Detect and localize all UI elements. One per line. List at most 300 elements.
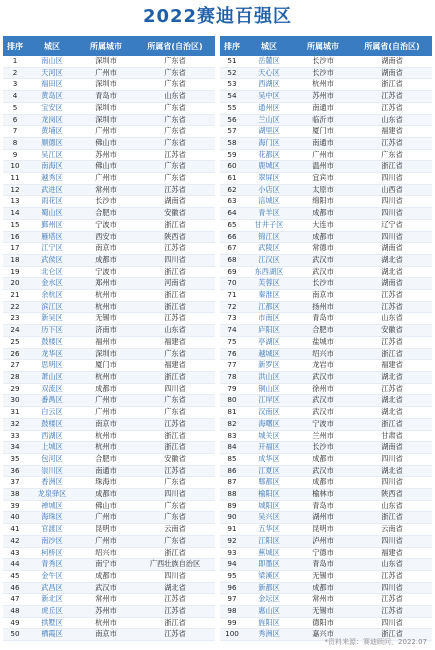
district-cell: 锦江区 bbox=[244, 231, 294, 243]
district-cell: 上城区 bbox=[27, 442, 77, 454]
city-cell: 绍兴市 bbox=[294, 348, 352, 360]
rank-cell: 25 bbox=[3, 336, 27, 348]
district-cell: 梁溪区 bbox=[244, 570, 294, 582]
rank-cell: 15 bbox=[3, 219, 27, 231]
rank-cell: 18 bbox=[3, 254, 27, 266]
province-cell: 江苏省 bbox=[135, 594, 215, 606]
rank-cell: 28 bbox=[3, 371, 27, 383]
city-cell: 武汉市 bbox=[294, 266, 352, 278]
header-province: 所属省(自治区) bbox=[135, 36, 215, 56]
table-row bbox=[220, 524, 432, 536]
rank-cell: 81 bbox=[220, 407, 244, 419]
rank-cell: 24 bbox=[3, 325, 27, 337]
rank-cell: 62 bbox=[220, 184, 244, 196]
rank-cell: 47 bbox=[3, 594, 27, 606]
table-row bbox=[3, 243, 215, 255]
province-cell: 浙江省 bbox=[135, 266, 215, 278]
province-cell: 四川省 bbox=[352, 535, 432, 547]
rank-cell: 9 bbox=[3, 149, 27, 161]
province-cell: 广东省 bbox=[135, 477, 215, 489]
province-cell: 江苏省 bbox=[352, 383, 432, 395]
rank-cell: 100 bbox=[220, 629, 244, 641]
rank-cell: 3 bbox=[3, 79, 27, 91]
province-cell: 湖北省 bbox=[135, 582, 215, 594]
ranking-table-right bbox=[220, 36, 432, 641]
district-cell: 思明区 bbox=[27, 360, 77, 372]
city-cell: 福州市 bbox=[77, 336, 135, 348]
rank-cell: 55 bbox=[220, 102, 244, 114]
header-district: 城区 bbox=[27, 36, 77, 56]
rank-cell: 70 bbox=[220, 278, 244, 290]
district-cell: 西湖区 bbox=[244, 79, 294, 91]
table-row bbox=[220, 56, 432, 67]
city-cell: 南通市 bbox=[294, 137, 352, 149]
table-row bbox=[3, 91, 215, 103]
table-row bbox=[3, 161, 215, 173]
rank-cell: 93 bbox=[220, 547, 244, 559]
district-cell: 旌阳区 bbox=[244, 617, 294, 629]
table-row bbox=[220, 91, 432, 103]
district-cell: 滨江区 bbox=[27, 301, 77, 313]
city-cell: 昆明市 bbox=[77, 524, 135, 536]
province-cell: 山东省 bbox=[352, 313, 432, 325]
table-row bbox=[220, 278, 432, 290]
province-cell: 四川省 bbox=[352, 477, 432, 489]
district-cell: 小店区 bbox=[244, 184, 294, 196]
table-row bbox=[3, 196, 215, 208]
table-row bbox=[220, 594, 432, 606]
city-cell: 武汉市 bbox=[294, 465, 352, 477]
district-cell: 北仑区 bbox=[27, 266, 77, 278]
header-rank: 排序 bbox=[3, 36, 27, 56]
district-cell: 天心区 bbox=[244, 67, 294, 79]
district-cell: 双流区 bbox=[27, 383, 77, 395]
district-cell: 吴兴区 bbox=[244, 512, 294, 524]
district-cell: 崇川区 bbox=[27, 465, 77, 477]
table-row bbox=[3, 325, 215, 337]
table-row bbox=[220, 219, 432, 231]
rank-cell: 65 bbox=[220, 219, 244, 231]
rank-cell: 86 bbox=[220, 465, 244, 477]
province-cell: 安徽省 bbox=[135, 208, 215, 220]
city-cell: 榆林市 bbox=[294, 489, 352, 501]
rank-cell: 42 bbox=[3, 535, 27, 547]
city-cell: 龙岩市 bbox=[294, 360, 352, 372]
table-row bbox=[220, 606, 432, 618]
rank-cell: 11 bbox=[3, 173, 27, 185]
header-province: 所属省(自治区) bbox=[352, 36, 432, 56]
district-cell: 白云区 bbox=[27, 407, 77, 419]
rank-cell: 58 bbox=[220, 137, 244, 149]
rank-cell: 16 bbox=[3, 231, 27, 243]
table-row bbox=[3, 219, 215, 231]
province-cell: 甘肃省 bbox=[352, 430, 432, 442]
rank-cell: 41 bbox=[3, 524, 27, 536]
table-row bbox=[220, 67, 432, 79]
province-cell: 浙江省 bbox=[135, 617, 215, 629]
district-cell: 南山区 bbox=[27, 56, 77, 67]
rank-cell: 12 bbox=[3, 184, 27, 196]
district-cell: 汉南区 bbox=[244, 407, 294, 419]
district-cell: 南沙区 bbox=[27, 535, 77, 547]
province-cell: 广东省 bbox=[135, 500, 215, 512]
district-cell: 龙华区 bbox=[27, 348, 77, 360]
city-cell: 武汉市 bbox=[294, 254, 352, 266]
rank-cell: 35 bbox=[3, 453, 27, 465]
district-cell: 江宁区 bbox=[27, 243, 77, 255]
rank-cell: 45 bbox=[3, 570, 27, 582]
rank-cell: 57 bbox=[220, 126, 244, 138]
rank-cell: 2 bbox=[3, 67, 27, 79]
city-cell: 太原市 bbox=[294, 184, 352, 196]
table-row bbox=[220, 430, 432, 442]
district-cell: 金水区 bbox=[27, 278, 77, 290]
rank-cell: 59 bbox=[220, 149, 244, 161]
rank-cell: 20 bbox=[3, 278, 27, 290]
rank-cell: 78 bbox=[220, 371, 244, 383]
province-cell: 湖北省 bbox=[352, 371, 432, 383]
city-cell: 青岛市 bbox=[294, 500, 352, 512]
table-row bbox=[3, 301, 215, 313]
province-cell: 浙江省 bbox=[352, 512, 432, 524]
province-cell: 浙江省 bbox=[135, 442, 215, 454]
table-row bbox=[220, 184, 432, 196]
city-cell: 南京市 bbox=[77, 418, 135, 430]
province-cell: 四川省 bbox=[135, 489, 215, 501]
province-cell: 湖北省 bbox=[352, 407, 432, 419]
table-row bbox=[3, 465, 215, 477]
district-cell: 江都区 bbox=[244, 301, 294, 313]
rank-cell: 26 bbox=[3, 348, 27, 360]
table-row bbox=[220, 570, 432, 582]
district-cell: 武陵区 bbox=[244, 243, 294, 255]
city-cell: 珠海市 bbox=[77, 477, 135, 489]
table-row bbox=[3, 442, 215, 454]
city-cell: 无锡市 bbox=[294, 570, 352, 582]
province-cell: 浙江省 bbox=[135, 301, 215, 313]
province-cell: 湖北省 bbox=[352, 266, 432, 278]
district-cell: 市南区 bbox=[244, 313, 294, 325]
table-row bbox=[220, 617, 432, 629]
table-row bbox=[220, 407, 432, 419]
city-cell: 宁波市 bbox=[294, 418, 352, 430]
province-cell: 云南省 bbox=[352, 524, 432, 536]
district-cell: 江阳区 bbox=[244, 535, 294, 547]
district-cell: 五华区 bbox=[244, 524, 294, 536]
rank-cell: 22 bbox=[3, 301, 27, 313]
province-cell: 四川省 bbox=[352, 453, 432, 465]
city-cell: 杭州市 bbox=[77, 430, 135, 442]
district-cell: 青羊区 bbox=[244, 208, 294, 220]
table-row bbox=[3, 137, 215, 149]
district-cell: 新都区 bbox=[244, 582, 294, 594]
table-row bbox=[220, 161, 432, 173]
province-cell: 浙江省 bbox=[352, 348, 432, 360]
city-cell: 武汉市 bbox=[77, 582, 135, 594]
city-cell: 武汉市 bbox=[294, 407, 352, 419]
province-cell: 广东省 bbox=[135, 137, 215, 149]
province-cell: 江苏省 bbox=[135, 243, 215, 255]
city-cell: 郑州市 bbox=[77, 278, 135, 290]
district-cell: 宝安区 bbox=[27, 102, 77, 114]
city-cell: 宁德市 bbox=[294, 547, 352, 559]
table-row bbox=[3, 489, 215, 501]
district-cell: 青秀区 bbox=[27, 559, 77, 571]
rank-cell: 75 bbox=[220, 336, 244, 348]
city-cell: 合肥市 bbox=[77, 208, 135, 220]
rank-cell: 96 bbox=[220, 582, 244, 594]
city-cell: 广州市 bbox=[294, 149, 352, 161]
city-cell: 宁波市 bbox=[77, 219, 135, 231]
city-cell: 无锡市 bbox=[77, 313, 135, 325]
province-cell: 福建省 bbox=[135, 360, 215, 372]
district-cell: 蜀山区 bbox=[27, 208, 77, 220]
district-cell: 城阳区 bbox=[244, 500, 294, 512]
rank-cell: 56 bbox=[220, 114, 244, 126]
table-row bbox=[220, 290, 432, 302]
province-cell: 陕西省 bbox=[135, 231, 215, 243]
district-cell: 福田区 bbox=[27, 79, 77, 91]
city-cell: 深圳市 bbox=[77, 56, 135, 67]
city-cell: 青岛市 bbox=[294, 313, 352, 325]
city-cell: 厦门市 bbox=[294, 126, 352, 138]
district-cell: 新罗区 bbox=[244, 360, 294, 372]
city-cell: 兰州市 bbox=[294, 430, 352, 442]
province-cell: 山东省 bbox=[135, 325, 215, 337]
rank-cell: 77 bbox=[220, 360, 244, 372]
city-cell: 青岛市 bbox=[294, 559, 352, 571]
province-cell: 山东省 bbox=[352, 114, 432, 126]
table-row bbox=[220, 149, 432, 161]
district-cell: 甘井子区 bbox=[244, 219, 294, 231]
table-row bbox=[220, 418, 432, 430]
ranking-table-left bbox=[3, 36, 215, 641]
table-row bbox=[3, 313, 215, 325]
province-cell: 河南省 bbox=[135, 278, 215, 290]
city-cell: 厦门市 bbox=[77, 360, 135, 372]
district-cell: 武侯区 bbox=[27, 254, 77, 266]
city-cell: 佛山市 bbox=[77, 500, 135, 512]
district-cell: 海曙区 bbox=[244, 418, 294, 430]
district-cell: 开福区 bbox=[244, 442, 294, 454]
province-cell: 浙江省 bbox=[352, 161, 432, 173]
province-cell: 湖南省 bbox=[352, 67, 432, 79]
province-cell: 江苏省 bbox=[135, 149, 215, 161]
rank-cell: 46 bbox=[3, 582, 27, 594]
province-cell: 湖南省 bbox=[352, 278, 432, 290]
rank-cell: 34 bbox=[3, 442, 27, 454]
district-cell: 即墨区 bbox=[244, 559, 294, 571]
district-cell: 秀洲区 bbox=[244, 629, 294, 641]
district-cell: 鹿城区 bbox=[244, 161, 294, 173]
table-row bbox=[220, 395, 432, 407]
table-row bbox=[3, 336, 215, 348]
rank-cell: 84 bbox=[220, 442, 244, 454]
province-cell: 山西省 bbox=[352, 184, 432, 196]
province-cell: 广东省 bbox=[135, 512, 215, 524]
rank-cell: 43 bbox=[3, 547, 27, 559]
city-cell: 武汉市 bbox=[294, 371, 352, 383]
rank-cell: 19 bbox=[3, 266, 27, 278]
province-cell: 浙江省 bbox=[352, 79, 432, 91]
province-cell: 四川省 bbox=[135, 383, 215, 395]
province-cell: 陕西省 bbox=[352, 489, 432, 501]
province-cell: 广东省 bbox=[135, 79, 215, 91]
table-row bbox=[3, 559, 215, 571]
city-cell: 盐城市 bbox=[294, 336, 352, 348]
district-cell: 金坛区 bbox=[244, 594, 294, 606]
city-cell: 苏州市 bbox=[77, 149, 135, 161]
rank-cell: 8 bbox=[3, 137, 27, 149]
rank-cell: 53 bbox=[220, 79, 244, 91]
city-cell: 常德市 bbox=[294, 243, 352, 255]
district-cell: 铜山区 bbox=[244, 383, 294, 395]
province-cell: 四川省 bbox=[352, 196, 432, 208]
table-row bbox=[3, 524, 215, 536]
table-row bbox=[3, 383, 215, 395]
table-row bbox=[220, 137, 432, 149]
district-cell: 雁塔区 bbox=[27, 231, 77, 243]
rank-cell: 71 bbox=[220, 290, 244, 302]
district-cell: 秦淮区 bbox=[244, 290, 294, 302]
table-row bbox=[3, 67, 215, 79]
table-row bbox=[3, 594, 215, 606]
district-cell: 龙泉驿区 bbox=[27, 489, 77, 501]
province-cell: 广东省 bbox=[135, 161, 215, 173]
rank-cell: 98 bbox=[220, 606, 244, 618]
district-cell: 亭湖区 bbox=[244, 336, 294, 348]
rank-cell: 32 bbox=[3, 418, 27, 430]
district-cell: 天河区 bbox=[27, 67, 77, 79]
province-cell: 山东省 bbox=[352, 500, 432, 512]
table-row bbox=[220, 336, 432, 348]
rank-cell: 79 bbox=[220, 383, 244, 395]
table-row bbox=[220, 383, 432, 395]
district-cell: 番禺区 bbox=[27, 395, 77, 407]
rank-cell: 49 bbox=[3, 617, 27, 629]
rank-cell: 30 bbox=[3, 395, 27, 407]
district-cell: 湖里区 bbox=[244, 126, 294, 138]
province-cell: 江苏省 bbox=[352, 606, 432, 618]
province-cell: 四川省 bbox=[352, 617, 432, 629]
district-cell: 顺德区 bbox=[27, 137, 77, 149]
rank-cell: 40 bbox=[3, 512, 27, 524]
province-cell: 浙江省 bbox=[352, 629, 432, 641]
header-city: 所属城市 bbox=[77, 36, 135, 56]
district-cell: 西湖区 bbox=[27, 430, 77, 442]
city-cell: 德阳市 bbox=[294, 617, 352, 629]
district-cell: 吴中区 bbox=[244, 91, 294, 103]
city-cell: 常州市 bbox=[77, 184, 135, 196]
city-cell: 成都市 bbox=[294, 582, 352, 594]
rank-cell: 44 bbox=[3, 559, 27, 571]
rank-cell: 6 bbox=[3, 114, 27, 126]
city-cell: 长沙市 bbox=[294, 67, 352, 79]
district-cell: 洪山区 bbox=[244, 371, 294, 383]
rank-cell: 54 bbox=[220, 91, 244, 103]
table-row bbox=[220, 559, 432, 571]
table-row bbox=[220, 266, 432, 278]
district-cell: 江岸区 bbox=[244, 395, 294, 407]
city-cell: 杭州市 bbox=[77, 301, 135, 313]
table-row bbox=[3, 278, 215, 290]
city-cell: 温州市 bbox=[294, 161, 352, 173]
district-cell: 越城区 bbox=[244, 348, 294, 360]
province-cell: 江苏省 bbox=[135, 606, 215, 618]
district-cell: 成华区 bbox=[244, 453, 294, 465]
province-cell: 广西壮族自治区 bbox=[135, 559, 215, 571]
district-cell: 吴江区 bbox=[27, 149, 77, 161]
city-cell: 泸州市 bbox=[294, 535, 352, 547]
table-row bbox=[220, 489, 432, 501]
city-cell: 武汉市 bbox=[294, 395, 352, 407]
province-cell: 广东省 bbox=[352, 149, 432, 161]
city-cell: 广州市 bbox=[77, 512, 135, 524]
district-cell: 包河区 bbox=[27, 453, 77, 465]
rank-cell: 27 bbox=[3, 360, 27, 372]
rank-cell: 73 bbox=[220, 313, 244, 325]
rank-cell: 7 bbox=[3, 126, 27, 138]
district-cell: 越秀区 bbox=[27, 173, 77, 185]
district-cell: 海门区 bbox=[244, 137, 294, 149]
city-cell: 南通市 bbox=[294, 102, 352, 114]
rank-cell: 88 bbox=[220, 489, 244, 501]
rank-cell: 97 bbox=[220, 594, 244, 606]
province-cell: 湖南省 bbox=[352, 243, 432, 255]
district-cell: 庐阳区 bbox=[244, 325, 294, 337]
table-row bbox=[3, 79, 215, 91]
district-cell: 香洲区 bbox=[27, 477, 77, 489]
district-cell: 南海区 bbox=[27, 161, 77, 173]
rank-cell: 14 bbox=[3, 208, 27, 220]
province-cell: 江苏省 bbox=[352, 336, 432, 348]
district-cell: 涪城区 bbox=[244, 196, 294, 208]
city-cell: 广州市 bbox=[77, 535, 135, 547]
province-cell: 广东省 bbox=[135, 102, 215, 114]
province-cell: 四川省 bbox=[352, 173, 432, 185]
province-cell: 江苏省 bbox=[352, 137, 432, 149]
city-cell: 广州市 bbox=[77, 395, 135, 407]
city-cell: 无锡市 bbox=[294, 606, 352, 618]
province-cell: 山东省 bbox=[352, 559, 432, 571]
province-cell: 湖南省 bbox=[352, 56, 432, 67]
city-cell: 成都市 bbox=[77, 489, 135, 501]
rank-cell: 61 bbox=[220, 173, 244, 185]
rank-cell: 48 bbox=[3, 606, 27, 618]
table-row bbox=[3, 208, 215, 220]
district-cell: 龙岗区 bbox=[27, 114, 77, 126]
city-cell: 成都市 bbox=[294, 453, 352, 465]
city-cell: 苏州市 bbox=[77, 606, 135, 618]
city-cell: 杭州市 bbox=[77, 290, 135, 302]
district-cell: 城关区 bbox=[244, 430, 294, 442]
table-row bbox=[3, 535, 215, 547]
table-row bbox=[3, 477, 215, 489]
province-cell: 四川省 bbox=[352, 208, 432, 220]
district-cell: 历下区 bbox=[27, 325, 77, 337]
province-cell: 四川省 bbox=[135, 570, 215, 582]
table-row bbox=[220, 301, 432, 313]
province-cell: 湖北省 bbox=[352, 395, 432, 407]
table-row bbox=[3, 453, 215, 465]
rank-cell: 94 bbox=[220, 559, 244, 571]
district-cell: 禅城区 bbox=[27, 500, 77, 512]
city-cell: 广州市 bbox=[77, 67, 135, 79]
district-cell: 郫都区 bbox=[244, 477, 294, 489]
province-cell: 辽宁省 bbox=[352, 219, 432, 231]
table-row bbox=[220, 313, 432, 325]
rank-cell: 89 bbox=[220, 500, 244, 512]
